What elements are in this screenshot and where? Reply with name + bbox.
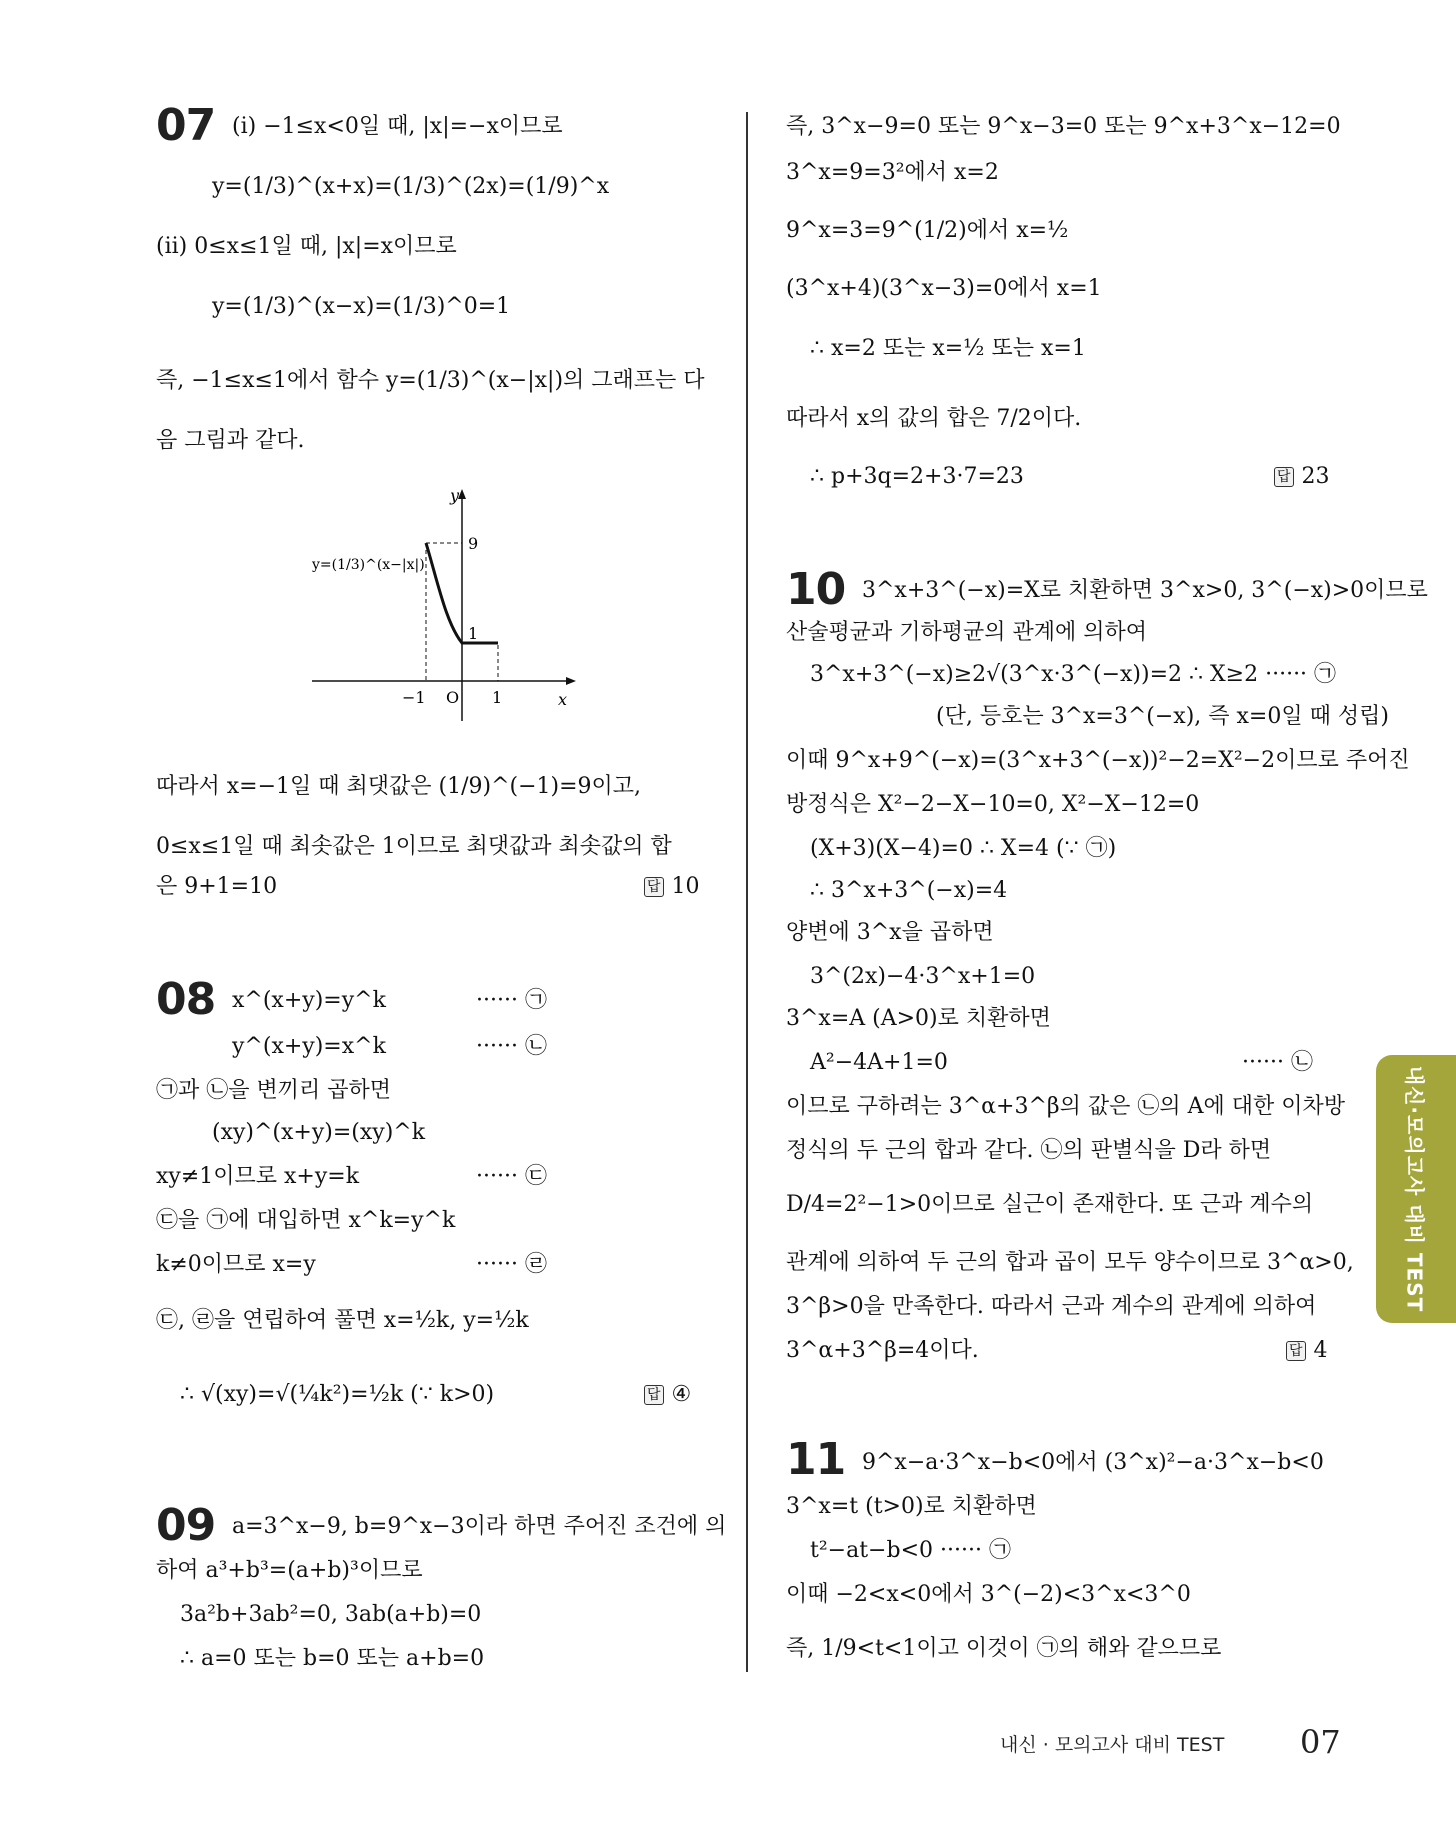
p08-marker-1: ······ ㉠ — [476, 988, 547, 1013]
answer-tag: 답 — [644, 877, 664, 897]
side-tab-label: 내신·모의고사 대비 TEST — [1402, 1065, 1427, 1313]
p09-line-1: a=3^x−9, b=9^x−3이라 하면 주어진 조건에 의 — [232, 1514, 727, 1539]
p10-line-2: 산술평균과 기하평균의 관계에 의하여 — [786, 620, 1148, 645]
graph-x-label: x — [558, 690, 568, 709]
p10-answer-value: 4 — [1313, 1338, 1328, 1363]
p07-line-7: 따라서 x=−1일 때 최댓값은 (1/9)^(−1)=9이고, — [156, 774, 642, 799]
graph-label-1: 1 — [468, 624, 479, 643]
footer-label: 내신 · 모의고사 대비 TEST — [1000, 1734, 1225, 1756]
p09-line-3: 3a²b+3ab²=0, 3ab(a+b)=0 — [180, 1602, 482, 1627]
p10-line-10: 3^(2x)−4·3^x+1=0 — [810, 964, 1036, 989]
p08-line-5: xy≠1이므로 x+y=k — [156, 1164, 360, 1189]
p08-answer-value: ④ — [671, 1382, 692, 1407]
p09c-line-5: ∴ x=2 또는 x=½ 또는 x=1 — [810, 336, 1086, 361]
problem-number-10: 10 — [786, 564, 846, 615]
p08-line-7: k≠0이므로 x=y — [156, 1252, 316, 1277]
p07-line-2: y=(1/3)^(x+x)=(1/3)^(2x)=(1/9)^x — [212, 174, 610, 199]
p09c-line-6: 따라서 x의 값의 합은 7/2이다. — [786, 406, 1082, 431]
p10-line-11: 3^x=A (A>0)로 치환하면 — [786, 1006, 1051, 1031]
page-number: 07 — [1300, 1723, 1341, 1761]
p11-line-1: 9^x−a·3^x−b<0에서 (3^x)²−a·3^x−b<0 — [862, 1450, 1324, 1475]
graph-figure — [300, 483, 590, 733]
p09c-line-7: ∴ p+3q=2+3·7=23 — [810, 464, 1024, 489]
p07-line-6: 음 그림과 같다. — [156, 428, 305, 453]
p10-line-3: 3^x+3^(−x)≥2√(3^x·3^(−x))=2 ∴ X≥2 ······ ㉠ — [810, 662, 1337, 687]
p07-line-1: (i) −1≤x<0일 때, |x|=−x이므로 — [232, 114, 563, 139]
problem-number-09: 09 — [156, 1500, 216, 1551]
p08-marker-2: ······ ㉡ — [476, 1034, 547, 1059]
p11-line-4: 이때 −2<x<0에서 3^(−2)<3^x<3^0 — [786, 1582, 1191, 1607]
p10-line-17: 3^β>0을 만족한다. 따라서 근과 계수의 관계에 의하여 — [786, 1294, 1317, 1319]
graph-label-9: 9 — [468, 534, 479, 553]
answer-tag: 답 — [644, 1385, 664, 1405]
p09-answer-value: 23 — [1301, 464, 1330, 489]
p07-line-4: y=(1/3)^(x−x)=(1/3)^0=1 — [212, 294, 511, 319]
p10-line-13: 이므로 구하려는 3^α+3^β의 값은 ㉡의 A에 대한 이차방 — [786, 1094, 1345, 1119]
p09-line-2: 하여 a³+b³=(a+b)³이므로 — [156, 1558, 423, 1583]
column-divider — [746, 112, 748, 1672]
p07-line-5: 즉, −1≤x≤1에서 함수 y=(1/3)^(x−|x|)의 그래프는 다 — [156, 368, 705, 393]
p10-answer — [1286, 1336, 1328, 1366]
p09c-line-3: 9^x=3=9^(1/2)에서 x=½ — [786, 218, 1069, 243]
p08-marker-7: ······ ㉣ — [476, 1252, 547, 1277]
p08-marker-5: ······ ㉢ — [476, 1164, 547, 1189]
p07-answer-value: 10 — [671, 874, 700, 899]
p11-line-5: 즉, 1/9<t<1이고 이것이 ㉠의 해와 같으므로 — [786, 1636, 1222, 1661]
p08-answer — [644, 1380, 691, 1410]
problem-number-08: 08 — [156, 974, 216, 1025]
p09c-line-1: 즉, 3^x−9=0 또는 9^x−3=0 또는 9^x+3^x−12=0 — [786, 114, 1341, 139]
answer-tag: 답 — [1286, 1341, 1306, 1361]
p11-line-3: t²−at−b<0 ······ ㉠ — [810, 1538, 1011, 1563]
graph-tick-neg1: −1 — [402, 688, 426, 707]
p09-answer — [1274, 462, 1330, 492]
p08-line-1: x^(x+y)=y^k — [232, 988, 386, 1013]
p08-line-9: ∴ √(xy)=√(¼k²)=½k (∵ k>0) — [180, 1382, 495, 1407]
p10-line-15: D/4=2²−1>0이므로 실근이 존재한다. 또 근과 계수의 — [786, 1192, 1314, 1217]
p08-line-2: y^(x+y)=x^k — [232, 1034, 386, 1059]
graph-y-arrow — [458, 489, 466, 499]
p08-line-4: (xy)^(x+y)=(xy)^k — [212, 1120, 426, 1145]
p10-line-16: 관계에 의하여 두 근의 합과 곱이 모두 양수이므로 3^α>0, — [786, 1250, 1354, 1275]
p08-line-6: ㉢을 ㉠에 대입하면 x^k=y^k — [156, 1208, 456, 1233]
graph-y-label: y — [450, 486, 460, 505]
p10-line-5: 이때 9^x+9^(−x)=(3^x+3^(−x))²−2=X²−2이므로 주어진 — [786, 748, 1410, 773]
p10-line-1: 3^x+3^(−x)=X로 치환하면 3^x>0, 3^(−x)>0이므로 — [862, 578, 1428, 603]
p07-answer — [644, 872, 700, 902]
problem-number-11: 11 — [786, 1434, 846, 1485]
p07-line-3: (ii) 0≤x≤1일 때, |x|=x이므로 — [156, 234, 457, 259]
p10-line-12: A²−4A+1=0 — [810, 1050, 948, 1075]
graph-tick-1: 1 — [492, 688, 503, 707]
answer-tag: 답 — [1274, 467, 1294, 487]
p10-line-8: ∴ 3^x+3^(−x)=4 — [810, 878, 1008, 903]
p09c-line-2: 3^x=9=3²에서 x=2 — [786, 160, 999, 185]
p10-line-4: (단, 등호는 3^x=3^(−x), 즉 x=0일 때 성립) — [936, 704, 1389, 729]
graph-origin-label: O — [446, 688, 460, 707]
graph-function-label: y=(1/3)^(x−|x|) — [312, 557, 425, 573]
p10-line-6: 방정식은 X²−2−X−10=0, X²−X−12=0 — [786, 792, 1200, 817]
p08-line-8: ㉢, ㉣을 연립하여 풀면 x=½k, y=½k — [156, 1308, 529, 1333]
p08-line-3: ㉠과 ㉡을 변끼리 곱하면 — [156, 1078, 391, 1103]
p07-line-9: 은 9+1=10 — [156, 874, 278, 899]
p07-line-8: 0≤x≤1일 때 최솟값은 1이므로 최댓값과 최솟값의 합 — [156, 834, 672, 859]
p10-line-9: 양변에 3^x을 곱하면 — [786, 920, 994, 945]
graph-x-arrow — [566, 677, 576, 685]
p11-line-2: 3^x=t (t>0)로 치환하면 — [786, 1494, 1037, 1519]
p10-line-14: 정식의 두 근의 합과 같다. ㉡의 판별식을 D라 하면 — [786, 1138, 1272, 1163]
p09-line-4: ∴ a=0 또는 b=0 또는 a+b=0 — [180, 1646, 485, 1671]
p10-line-7: (X+3)(X−4)=0 ∴ X=4 (∵ ㉠) — [810, 836, 1117, 861]
problem-number-07: 07 — [156, 100, 216, 151]
p10-line-18: 3^α+3^β=4이다. — [786, 1338, 979, 1363]
side-tab — [1376, 1055, 1456, 1323]
p10-marker-12: ······ ㉡ — [1242, 1050, 1313, 1075]
p09c-line-4: (3^x+4)(3^x−3)=0에서 x=1 — [786, 276, 1102, 301]
